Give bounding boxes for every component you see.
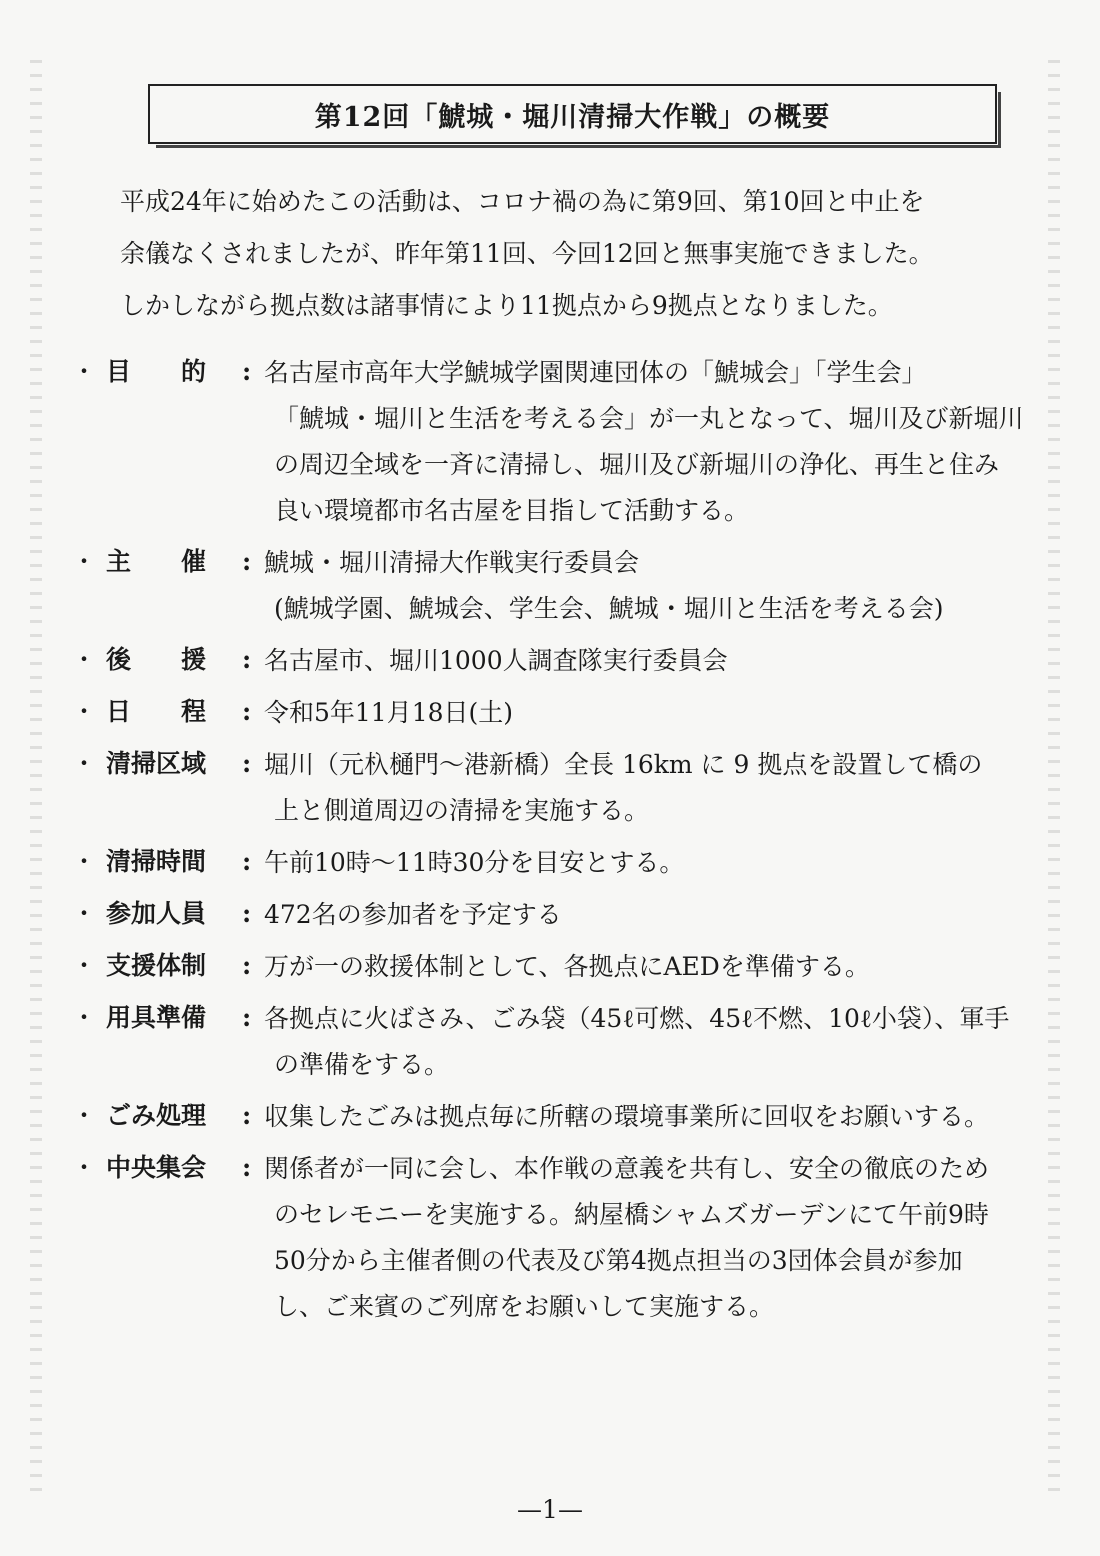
item-content xyxy=(264,1094,1042,1140)
item-label: 清掃時間 xyxy=(106,847,207,876)
item-line: 関係者が一同に会し、本作戦の意義を共有し、安全の徹底のため xyxy=(264,1154,990,1183)
item-content xyxy=(264,742,1042,834)
item-label: 中央集会 xyxy=(106,1153,207,1182)
item-line: 472名の参加者を予定する xyxy=(264,900,562,929)
label-colon: : xyxy=(242,645,252,674)
item-label: 目 的 xyxy=(106,357,207,386)
item-line: のセレモニーを実施する。納屋橋シャムズガーデンにて午前9時 xyxy=(274,1200,989,1229)
item-label: ごみ処理 xyxy=(106,1101,207,1130)
list-item xyxy=(62,638,1042,684)
intro-paragraph xyxy=(120,176,1020,332)
list-item xyxy=(62,1094,1042,1140)
scan-edge-left xyxy=(30,60,42,1496)
list-item xyxy=(62,540,1042,632)
bullet: ・ xyxy=(71,951,97,980)
bullet: ・ xyxy=(71,749,97,778)
label-colon: : xyxy=(242,749,252,778)
title-box xyxy=(148,84,997,144)
intro-line: 余儀なくされましたが、昨年第11回、今回12回と無事実施できました。 xyxy=(120,239,934,268)
bullet: ・ xyxy=(71,547,97,576)
list-item xyxy=(62,996,1042,1088)
list-item xyxy=(62,892,1042,938)
label-colon: : xyxy=(242,697,252,726)
item-line: 収集したごみは拠点毎に所轄の環境事業所に回収をお願いする。 xyxy=(264,1102,990,1131)
list-item xyxy=(62,742,1042,834)
list-item xyxy=(62,350,1042,534)
item-line: 鯱城・堀川清掃大作戦実行委員会 xyxy=(264,548,640,577)
item-line: 「鯱城・堀川と生活を考える会」が一丸となって、堀川及び新堀川 xyxy=(274,404,1024,433)
item-content xyxy=(264,540,1042,632)
page-title: 第12回「鯱城・堀川清掃大作戦」の概要 xyxy=(314,101,831,133)
page-number: —1— xyxy=(517,1495,583,1524)
scan-edge-right xyxy=(1048,60,1060,1496)
item-line: の周辺全域を一斉に清掃し、堀川及び新堀川の浄化、再生と住み xyxy=(274,450,1000,479)
item-label: 後 援 xyxy=(106,645,207,674)
item-content xyxy=(264,840,1042,886)
list-item xyxy=(62,840,1042,886)
item-label: 参加人員 xyxy=(106,899,207,928)
item-content xyxy=(264,1146,1042,1330)
item-line: 各拠点に火ばさみ、ごみ袋（45ℓ可燃、45ℓ不燃、10ℓ小袋）、軍手 xyxy=(264,1004,1010,1033)
item-content xyxy=(264,638,1042,684)
item-label: 日 程 xyxy=(106,697,207,726)
item-line: し、ご来賓のご列席をお願いして実施する。 xyxy=(274,1292,775,1321)
bullet: ・ xyxy=(71,1153,97,1182)
item-list xyxy=(62,350,1042,1336)
label-colon: : xyxy=(242,899,252,928)
item-line: 上と側道周辺の清掃を実施する。 xyxy=(274,796,650,825)
item-label: 主 催 xyxy=(106,547,207,576)
intro-line: しかしながら拠点数は諸事情により11拠点から9拠点となりました。 xyxy=(120,291,893,320)
label-colon: : xyxy=(242,357,252,386)
item-line: 名古屋市、堀川1000人調査隊実行委員会 xyxy=(264,646,728,675)
label-colon: : xyxy=(242,547,252,576)
item-line: 良い環境都市名古屋を目指して活動する。 xyxy=(274,496,750,525)
intro-line: 平成24年に始めたこの活動は、コロナ禍の為に第9回、第10回と中止を xyxy=(120,187,925,216)
label-colon: : xyxy=(242,1153,252,1182)
label-colon: : xyxy=(242,847,252,876)
list-item xyxy=(62,690,1042,736)
bullet: ・ xyxy=(71,899,97,928)
item-label: 用具準備 xyxy=(106,1003,207,1032)
item-content xyxy=(264,690,1042,736)
item-line: (鯱城学園、鯱城会、学生会、鯱城・堀川と生活を考える会) xyxy=(274,594,944,623)
item-label: 支援体制 xyxy=(106,951,207,980)
item-content xyxy=(264,996,1042,1088)
bullet: ・ xyxy=(71,1003,97,1032)
item-line: 名古屋市高年大学鯱城学園関連団体の「鯱城会」「学生会」 xyxy=(264,358,927,387)
item-line: 50分から主催者側の代表及び第4拠点担当の3団体会員が参加 xyxy=(274,1246,963,1275)
item-label: 清掃区域 xyxy=(106,749,207,778)
bullet: ・ xyxy=(71,645,97,674)
item-content xyxy=(264,350,1042,534)
item-content xyxy=(264,892,1042,938)
bullet: ・ xyxy=(71,847,97,876)
label-colon: : xyxy=(242,951,252,980)
item-content xyxy=(264,944,1042,990)
item-line: 令和5年11月18日(土) xyxy=(264,698,514,727)
list-item xyxy=(62,944,1042,990)
item-line: 万が一の救援体制として、各拠点にAEDを準備する。 xyxy=(264,952,870,981)
bullet: ・ xyxy=(71,1101,97,1130)
bullet: ・ xyxy=(71,697,97,726)
item-line: 堀川（元杁樋門～港新橋）全長 16km に 9 拠点を設置して橋の xyxy=(264,750,983,779)
item-line: 午前10時～11時30分を目安とする。 xyxy=(264,848,685,877)
bullet: ・ xyxy=(71,357,97,386)
label-colon: : xyxy=(242,1101,252,1130)
item-line: の準備をする。 xyxy=(274,1050,450,1079)
list-item xyxy=(62,1146,1042,1330)
label-colon: : xyxy=(242,1003,252,1032)
